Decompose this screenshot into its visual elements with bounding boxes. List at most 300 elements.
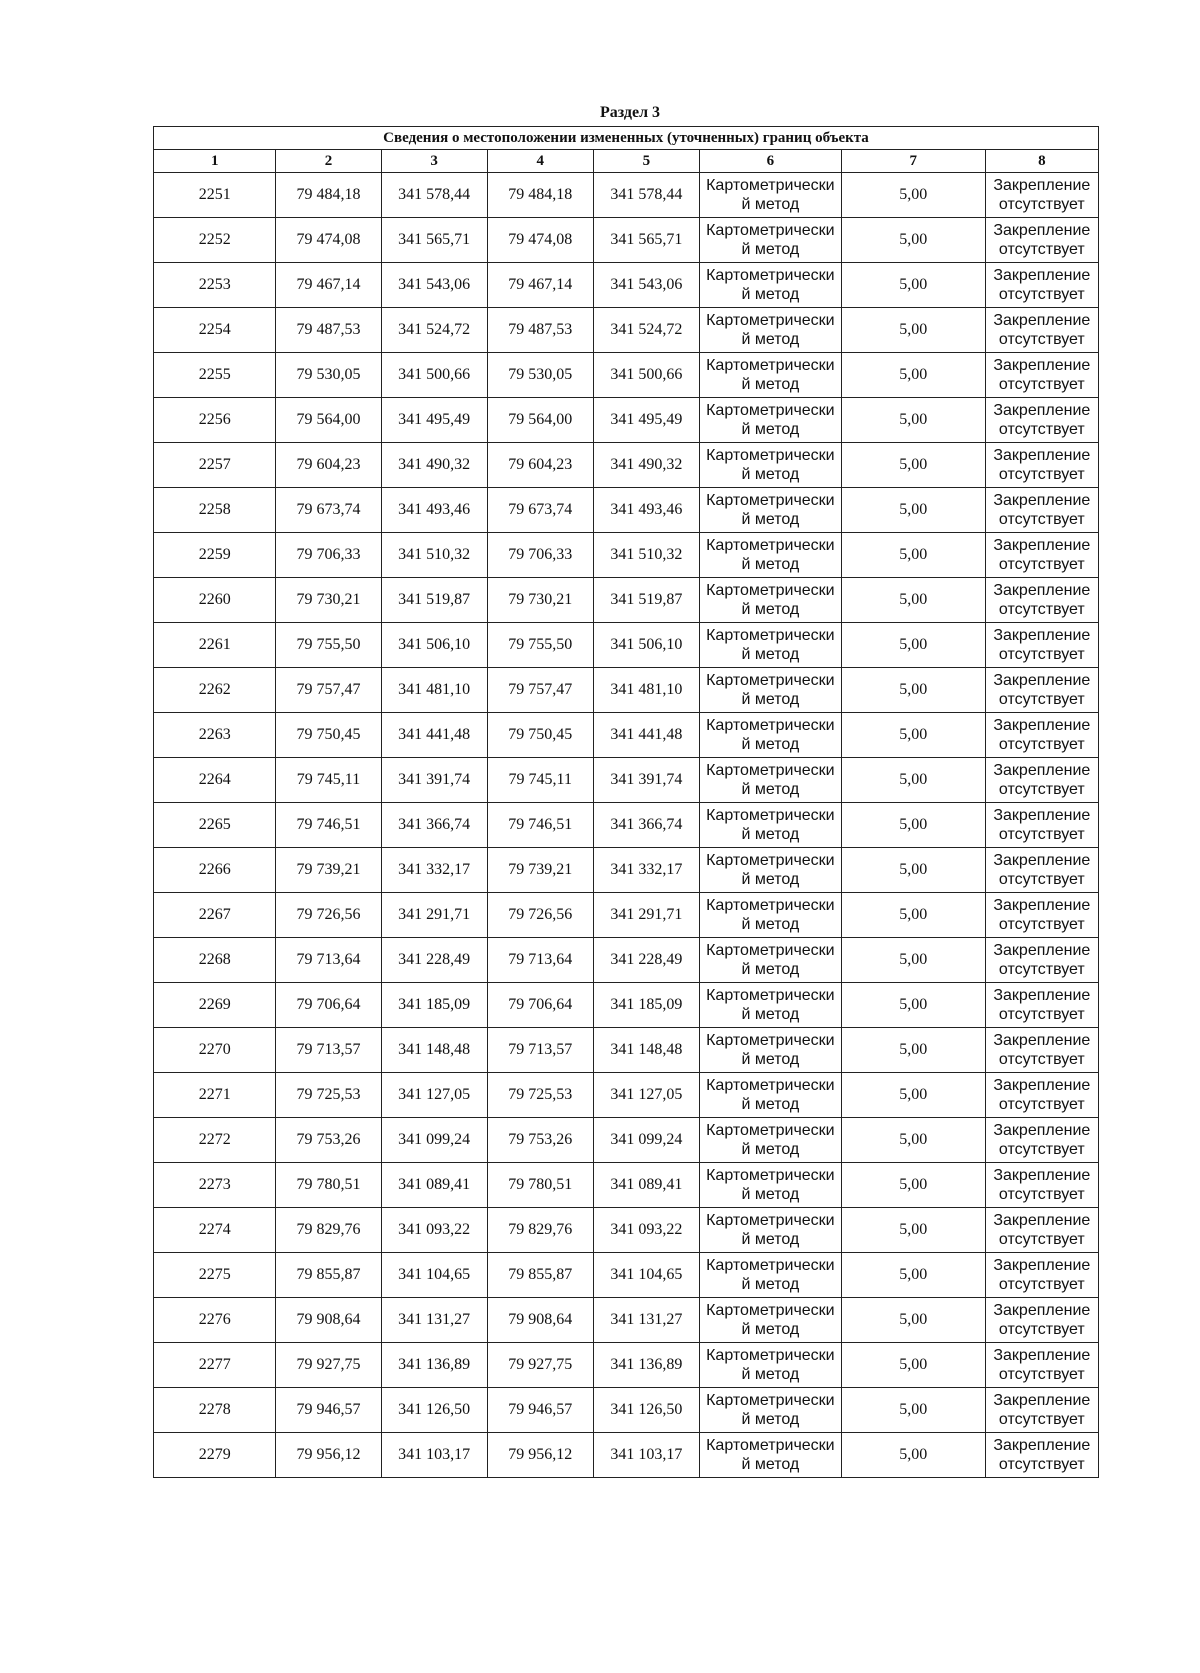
y-new-cell: 341 510,32 [593, 533, 699, 578]
method-line: й метод [741, 466, 800, 483]
fixation-line: Закрепление [993, 717, 1091, 734]
table-row [154, 1163, 1099, 1208]
method-cell [699, 1118, 841, 1163]
method-line: Картометрически [706, 807, 835, 824]
fixation-line: Закрепление [993, 1122, 1091, 1139]
point-number: 2251 [154, 173, 276, 218]
y-old-cell: 341 481,10 [381, 668, 487, 713]
table-row [154, 398, 1099, 443]
y-new-cell: 341 103,17 [593, 1433, 699, 1478]
y-new-cell: 341 131,27 [593, 1298, 699, 1343]
method-line: Картометрически [706, 1167, 835, 1184]
accuracy-cell: 5,00 [841, 713, 985, 758]
fixation-cell [985, 848, 1098, 893]
method-line: Картометрически [706, 717, 835, 734]
x-new-cell: 79 739,21 [487, 848, 593, 893]
y-old-cell: 341 185,09 [381, 983, 487, 1028]
accuracy-cell: 5,00 [841, 1343, 985, 1388]
point-number: 2265 [154, 803, 276, 848]
x-old-cell: 79 757,47 [276, 668, 381, 713]
y-new-cell: 341 126,50 [593, 1388, 699, 1433]
x-new-cell: 79 673,74 [487, 488, 593, 533]
x-old-cell: 79 745,11 [276, 758, 381, 803]
accuracy-cell: 5,00 [841, 578, 985, 623]
point-number: 2264 [154, 758, 276, 803]
accuracy-cell: 5,00 [841, 488, 985, 533]
fixation-line: Закрепление [993, 1257, 1091, 1274]
fixation-line: отсутствует [998, 511, 1085, 528]
y-old-cell: 341 136,89 [381, 1343, 487, 1388]
x-old-cell: 79 956,12 [276, 1433, 381, 1478]
y-old-cell: 341 565,71 [381, 218, 487, 263]
accuracy-cell: 5,00 [841, 1253, 985, 1298]
method-line: й метод [741, 826, 800, 843]
x-old-cell: 79 706,33 [276, 533, 381, 578]
x-old-cell: 79 564,00 [276, 398, 381, 443]
y-old-cell: 341 131,27 [381, 1298, 487, 1343]
method-line: й метод [741, 601, 800, 618]
x-new-cell: 79 713,57 [487, 1028, 593, 1073]
table-row [154, 263, 1099, 308]
fixation-line: отсутствует [998, 286, 1085, 303]
point-number: 2270 [154, 1028, 276, 1073]
method-cell [699, 803, 841, 848]
y-old-cell: 341 127,05 [381, 1073, 487, 1118]
table-row [154, 173, 1099, 218]
method-line: Картометрически [706, 447, 835, 464]
fixation-cell [985, 893, 1098, 938]
fixation-cell [985, 308, 1098, 353]
fixation-cell [985, 1253, 1098, 1298]
accuracy-cell: 5,00 [841, 758, 985, 803]
table-row [154, 938, 1099, 983]
method-line: й метод [741, 421, 800, 438]
fixation-line: Закрепление [993, 1077, 1091, 1094]
x-old-cell: 79 726,56 [276, 893, 381, 938]
x-old-cell: 79 750,45 [276, 713, 381, 758]
table-row [154, 713, 1099, 758]
method-line: Картометрически [706, 1302, 835, 1319]
x-new-cell: 79 530,05 [487, 353, 593, 398]
x-new-cell: 79 564,00 [487, 398, 593, 443]
method-line: Картометрически [706, 177, 835, 194]
method-line: Картометрически [706, 357, 835, 374]
table-row [154, 623, 1099, 668]
fixation-line: отсутствует [998, 1456, 1085, 1473]
x-new-cell: 79 755,50 [487, 623, 593, 668]
fixation-line: Закрепление [993, 1032, 1091, 1049]
column-number: 1 [154, 150, 276, 173]
accuracy-cell: 5,00 [841, 1388, 985, 1433]
method-cell [699, 578, 841, 623]
point-number: 2266 [154, 848, 276, 893]
fixation-line: отсутствует [998, 421, 1085, 438]
fixation-line: Закрепление [993, 267, 1091, 284]
y-new-cell: 341 185,09 [593, 983, 699, 1028]
method-line: й метод [741, 241, 800, 258]
fixation-line: отсутствует [998, 736, 1085, 753]
method-line: Картометрически [706, 987, 835, 1004]
method-line: Картометрически [706, 897, 835, 914]
y-old-cell: 341 506,10 [381, 623, 487, 668]
fixation-line: отсутствует [998, 241, 1085, 258]
y-old-cell: 341 291,71 [381, 893, 487, 938]
method-cell [699, 713, 841, 758]
point-number: 2260 [154, 578, 276, 623]
point-number: 2272 [154, 1118, 276, 1163]
x-new-cell: 79 474,08 [487, 218, 593, 263]
fixation-line: Закрепление [993, 627, 1091, 644]
method-line: й метод [741, 1096, 800, 1113]
accuracy-cell: 5,00 [841, 893, 985, 938]
method-line: й метод [741, 1141, 800, 1158]
fixation-cell [985, 218, 1098, 263]
y-new-cell: 341 495,49 [593, 398, 699, 443]
x-old-cell: 79 725,53 [276, 1073, 381, 1118]
method-line: й метод [741, 556, 800, 573]
x-new-cell: 79 927,75 [487, 1343, 593, 1388]
x-new-cell: 79 956,12 [487, 1433, 593, 1478]
x-old-cell: 79 604,23 [276, 443, 381, 488]
table-row [154, 578, 1099, 623]
method-cell [699, 533, 841, 578]
method-line: Картометрически [706, 1347, 835, 1364]
fixation-line: отсутствует [998, 1096, 1085, 1113]
y-new-cell: 341 136,89 [593, 1343, 699, 1388]
section-title: Раздел 3 [599, 104, 661, 121]
y-new-cell: 341 089,41 [593, 1163, 699, 1208]
method-line: Картометрически [706, 1392, 835, 1409]
point-number: 2261 [154, 623, 276, 668]
method-line: Картометрически [706, 1032, 835, 1049]
method-line: й метод [741, 1276, 800, 1293]
fixation-line: отсутствует [998, 1051, 1085, 1068]
table-row [154, 1073, 1099, 1118]
y-new-cell: 341 441,48 [593, 713, 699, 758]
fixation-line: Закрепление [993, 1212, 1091, 1229]
fixation-line: Закрепление [993, 177, 1091, 194]
fixation-cell [985, 1118, 1098, 1163]
x-old-cell: 79 746,51 [276, 803, 381, 848]
column-number: 7 [841, 150, 985, 173]
method-cell [699, 848, 841, 893]
method-line: Картометрически [706, 1077, 835, 1094]
point-number: 2269 [154, 983, 276, 1028]
y-new-cell: 341 565,71 [593, 218, 699, 263]
method-cell [699, 1073, 841, 1118]
y-new-cell: 341 500,66 [593, 353, 699, 398]
point-number: 2255 [154, 353, 276, 398]
table-row [154, 1028, 1099, 1073]
fixation-line: отсутствует [998, 601, 1085, 618]
y-new-cell: 341 391,74 [593, 758, 699, 803]
point-number: 2262 [154, 668, 276, 713]
method-line: й метод [741, 376, 800, 393]
accuracy-cell: 5,00 [841, 938, 985, 983]
method-line: й метод [741, 691, 800, 708]
x-old-cell: 79 530,05 [276, 353, 381, 398]
fixation-line: Закрепление [993, 357, 1091, 374]
method-line: й метод [741, 1321, 800, 1338]
column-number: 6 [699, 150, 841, 173]
point-number: 2279 [154, 1433, 276, 1478]
table-row [154, 353, 1099, 398]
x-new-cell: 79 467,14 [487, 263, 593, 308]
fixation-line: отсутствует [998, 961, 1085, 978]
y-old-cell: 341 099,24 [381, 1118, 487, 1163]
x-old-cell: 79 474,08 [276, 218, 381, 263]
y-old-cell: 341 104,65 [381, 1253, 487, 1298]
point-number: 2259 [154, 533, 276, 578]
fixation-cell [985, 1073, 1098, 1118]
fixation-line: отсутствует [998, 1141, 1085, 1158]
y-new-cell: 341 490,32 [593, 443, 699, 488]
fixation-cell [985, 398, 1098, 443]
y-new-cell: 341 148,48 [593, 1028, 699, 1073]
x-new-cell: 79 855,87 [487, 1253, 593, 1298]
y-old-cell: 341 493,46 [381, 488, 487, 533]
y-old-cell: 341 126,50 [381, 1388, 487, 1433]
x-old-cell: 79 927,75 [276, 1343, 381, 1388]
fixation-cell [985, 1298, 1098, 1343]
x-new-cell: 79 750,45 [487, 713, 593, 758]
method-line: й метод [741, 781, 800, 798]
fixation-line: отсутствует [998, 1276, 1085, 1293]
method-line: Картометрически [706, 942, 835, 959]
fixation-cell [985, 578, 1098, 623]
y-new-cell: 341 104,65 [593, 1253, 699, 1298]
point-number: 2258 [154, 488, 276, 533]
fixation-cell [985, 938, 1098, 983]
table-row [154, 488, 1099, 533]
y-old-cell: 341 332,17 [381, 848, 487, 893]
method-cell [699, 893, 841, 938]
fixation-line: отсутствует [998, 916, 1085, 933]
method-line: й метод [741, 871, 800, 888]
point-number: 2256 [154, 398, 276, 443]
table-row [154, 983, 1099, 1028]
fixation-line: отсутствует [998, 331, 1085, 348]
y-new-cell: 341 519,87 [593, 578, 699, 623]
fixation-cell [985, 623, 1098, 668]
table-row [154, 1433, 1099, 1478]
fixation-line: отсутствует [998, 1366, 1085, 1383]
fixation-cell [985, 803, 1098, 848]
fixation-line: Закрепление [993, 222, 1091, 239]
method-line: й метод [741, 286, 800, 303]
fixation-line: отсутствует [998, 1231, 1085, 1248]
table-row [154, 1343, 1099, 1388]
point-number: 2257 [154, 443, 276, 488]
accuracy-cell: 5,00 [841, 308, 985, 353]
method-cell [699, 1298, 841, 1343]
method-line: й метод [741, 196, 800, 213]
method-line: й метод [741, 1186, 800, 1203]
y-old-cell: 341 228,49 [381, 938, 487, 983]
fixation-line: отсутствует [998, 691, 1085, 708]
table-row [154, 1298, 1099, 1343]
accuracy-cell: 5,00 [841, 848, 985, 893]
fixation-line: Закрепление [993, 582, 1091, 599]
y-new-cell: 341 291,71 [593, 893, 699, 938]
accuracy-cell: 5,00 [841, 1073, 985, 1118]
method-line: Картометрически [706, 1212, 835, 1229]
fixation-cell [985, 1388, 1098, 1433]
x-new-cell: 79 730,21 [487, 578, 593, 623]
y-old-cell: 341 103,17 [381, 1433, 487, 1478]
fixation-line: Закрепление [993, 1347, 1091, 1364]
fixation-line: отсутствует [998, 556, 1085, 573]
method-line: Картометрически [706, 402, 835, 419]
column-number: 8 [985, 150, 1098, 173]
x-old-cell: 79 829,76 [276, 1208, 381, 1253]
x-old-cell: 79 713,64 [276, 938, 381, 983]
method-line: й метод [741, 1456, 800, 1473]
method-cell [699, 938, 841, 983]
fixation-line: отсутствует [998, 1006, 1085, 1023]
fixation-cell [985, 263, 1098, 308]
method-line: й метод [741, 511, 800, 528]
table-row [154, 893, 1099, 938]
x-old-cell: 79 484,18 [276, 173, 381, 218]
method-cell [699, 173, 841, 218]
y-old-cell: 341 490,32 [381, 443, 487, 488]
table-row [154, 848, 1099, 893]
fixation-line: Закрепление [993, 762, 1091, 779]
method-cell [699, 758, 841, 803]
fixation-line: отсутствует [998, 1186, 1085, 1203]
method-line: Картометрически [706, 492, 835, 509]
y-old-cell: 341 543,06 [381, 263, 487, 308]
method-cell [699, 983, 841, 1028]
y-old-cell: 341 510,32 [381, 533, 487, 578]
method-cell [699, 1433, 841, 1478]
accuracy-cell: 5,00 [841, 173, 985, 218]
accuracy-cell: 5,00 [841, 398, 985, 443]
y-new-cell: 341 524,72 [593, 308, 699, 353]
y-old-cell: 341 524,72 [381, 308, 487, 353]
method-line: Картометрически [706, 762, 835, 779]
accuracy-cell: 5,00 [841, 533, 985, 578]
fixation-line: Закрепление [993, 672, 1091, 689]
x-new-cell: 79 829,76 [487, 1208, 593, 1253]
fixation-line: Закрепление [993, 447, 1091, 464]
method-cell [699, 668, 841, 713]
fixation-cell [985, 1433, 1098, 1478]
x-old-cell: 79 753,26 [276, 1118, 381, 1163]
method-cell [699, 1253, 841, 1298]
method-line: Картометрически [706, 852, 835, 869]
table-row [154, 1118, 1099, 1163]
x-new-cell: 79 946,57 [487, 1388, 593, 1433]
accuracy-cell: 5,00 [841, 1208, 985, 1253]
point-number: 2277 [154, 1343, 276, 1388]
method-line: Картометрически [706, 312, 835, 329]
method-cell [699, 1343, 841, 1388]
method-cell [699, 488, 841, 533]
fixation-cell [985, 1208, 1098, 1253]
method-cell [699, 308, 841, 353]
fixation-cell [985, 1343, 1098, 1388]
point-number: 2271 [154, 1073, 276, 1118]
x-new-cell: 79 706,64 [487, 983, 593, 1028]
fixation-line: отсутствует [998, 196, 1085, 213]
fixation-line: Закрепление [993, 897, 1091, 914]
fixation-line: Закрепление [993, 537, 1091, 554]
method-cell [699, 218, 841, 263]
method-cell [699, 443, 841, 488]
point-number: 2275 [154, 1253, 276, 1298]
x-new-cell: 79 713,64 [487, 938, 593, 983]
accuracy-cell: 5,00 [841, 983, 985, 1028]
point-number: 2273 [154, 1163, 276, 1208]
table-row [154, 218, 1099, 263]
boundary-points-table [153, 126, 1099, 1478]
method-cell [699, 1388, 841, 1433]
table-row [154, 1208, 1099, 1253]
fixation-cell [985, 1028, 1098, 1073]
x-new-cell: 79 745,11 [487, 758, 593, 803]
y-old-cell: 341 519,87 [381, 578, 487, 623]
method-line: Картометрически [706, 582, 835, 599]
fixation-cell [985, 353, 1098, 398]
fixation-line: Закрепление [993, 852, 1091, 869]
method-cell [699, 1028, 841, 1073]
method-line: Картометрически [706, 222, 835, 239]
x-old-cell: 79 467,14 [276, 263, 381, 308]
x-new-cell: 79 706,33 [487, 533, 593, 578]
method-line: й метод [741, 646, 800, 663]
x-old-cell: 79 487,53 [276, 308, 381, 353]
accuracy-cell: 5,00 [841, 1433, 985, 1478]
fixation-cell [985, 488, 1098, 533]
x-old-cell: 79 946,57 [276, 1388, 381, 1433]
x-old-cell: 79 855,87 [276, 1253, 381, 1298]
y-old-cell: 341 495,49 [381, 398, 487, 443]
x-new-cell: 79 908,64 [487, 1298, 593, 1343]
fixation-line: отсутствует [998, 871, 1085, 888]
column-number: 4 [487, 150, 593, 173]
fixation-line: Закрепление [993, 1437, 1091, 1454]
x-old-cell: 79 739,21 [276, 848, 381, 893]
method-cell [699, 1163, 841, 1208]
method-cell [699, 398, 841, 443]
method-line: Картометрически [706, 267, 835, 284]
y-new-cell: 341 093,22 [593, 1208, 699, 1253]
x-old-cell: 79 780,51 [276, 1163, 381, 1208]
fixation-line: Закрепление [993, 402, 1091, 419]
fixation-line: Закрепление [993, 942, 1091, 959]
point-number: 2267 [154, 893, 276, 938]
y-new-cell: 341 228,49 [593, 938, 699, 983]
x-new-cell: 79 780,51 [487, 1163, 593, 1208]
y-old-cell: 341 391,74 [381, 758, 487, 803]
y-old-cell: 341 500,66 [381, 353, 487, 398]
method-line: й метод [741, 1051, 800, 1068]
fixation-line: отсутствует [998, 1411, 1085, 1428]
fixation-line: Закрепление [993, 1302, 1091, 1319]
table-row [154, 533, 1099, 578]
y-old-cell: 341 578,44 [381, 173, 487, 218]
y-new-cell: 341 493,46 [593, 488, 699, 533]
table-row [154, 1253, 1099, 1298]
fixation-cell [985, 758, 1098, 803]
x-new-cell: 79 604,23 [487, 443, 593, 488]
accuracy-cell: 5,00 [841, 1163, 985, 1208]
fixation-line: отсутствует [998, 466, 1085, 483]
y-old-cell: 341 089,41 [381, 1163, 487, 1208]
table-row [154, 443, 1099, 488]
